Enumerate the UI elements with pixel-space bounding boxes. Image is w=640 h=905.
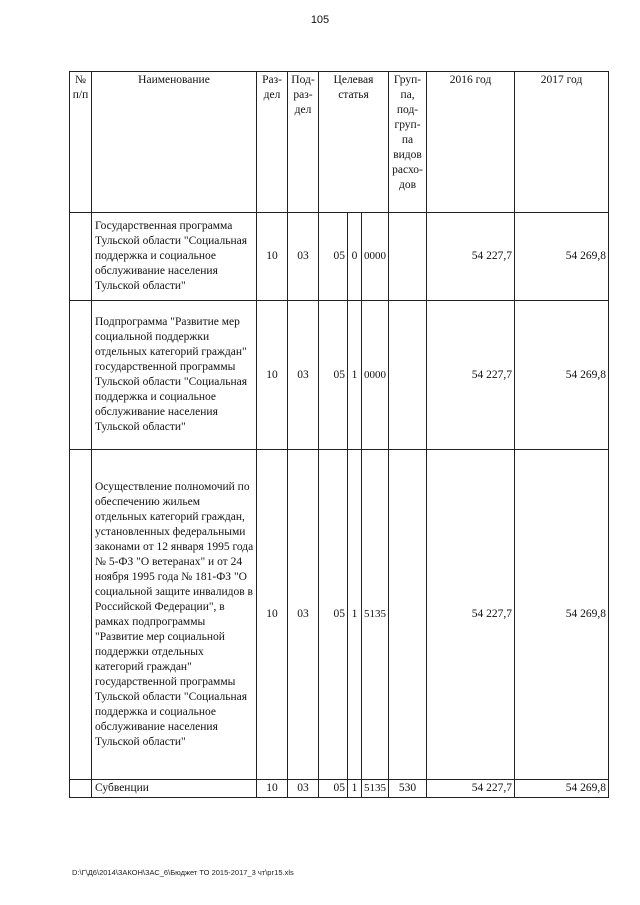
- header-name: Наименование: [92, 72, 257, 213]
- row-2017: 54 269,8: [515, 301, 609, 450]
- row-target-3: 5135: [362, 450, 389, 780]
- row-target-1: 05: [319, 213, 348, 301]
- row-target-2: 1: [348, 301, 362, 450]
- row-group: [389, 213, 427, 301]
- row-name: Осуществление полномочий по обеспечению жильем отдельных категорий граждан, установленных федеральными законами от 12 января 1995 года № 5-ФЗ "О ветеранах" и от 24 ноября 1995 года № 181-ФЗ "О социальной защите инвалидов в Российской Федерации", в рамках подпрограммы "Развитие мер социальной поддержки отдельных категорий граждан" государственной программы Тульской области "Социальная поддержка и социальное обслуживание населения Тульской области": [92, 450, 257, 780]
- page-number: 105: [310, 14, 330, 26]
- table-row: [70, 780, 609, 798]
- row-2016: 54 227,7: [427, 780, 515, 798]
- row-target-1: 05: [319, 780, 348, 798]
- table-row: [70, 213, 609, 301]
- row-razdel: 10: [257, 301, 288, 450]
- row-name: Субвенции: [92, 780, 257, 798]
- row-2017: 54 269,8: [515, 780, 609, 798]
- row-razdel: 10: [257, 780, 288, 798]
- row-target-2: 1: [348, 780, 362, 798]
- row-group: [389, 301, 427, 450]
- row-no: [70, 301, 92, 450]
- row-group: 530: [389, 780, 427, 798]
- row-target-1: 05: [319, 450, 348, 780]
- row-target-2: 1: [348, 450, 362, 780]
- header-razdel: Раз-дел: [257, 72, 288, 213]
- row-razdel: 10: [257, 213, 288, 301]
- row-target-3: 5135: [362, 780, 389, 798]
- row-target-1: 05: [319, 301, 348, 450]
- row-group: [389, 450, 427, 780]
- row-podrazdel: 03: [288, 450, 319, 780]
- header-podrazdel: Под-раз-дел: [288, 72, 319, 213]
- row-2017: 54 269,8: [515, 213, 609, 301]
- table-row: [70, 450, 609, 780]
- row-2016: 54 227,7: [427, 301, 515, 450]
- row-name: Подпрограмма "Развитие мер социальной поддержки отдельных категорий граждан" государственной программы Тульской области "Социальная поддержка и социальное обслуживание населения Тульской области": [92, 301, 257, 450]
- row-podrazdel: 03: [288, 213, 319, 301]
- header-2016: 2016 год: [427, 72, 515, 213]
- header-group: Груп-па, под-груп-па видов расхо-дов: [389, 72, 427, 213]
- header-2017: 2017 год: [515, 72, 609, 213]
- row-no: [70, 780, 92, 798]
- row-podrazdel: 03: [288, 301, 319, 450]
- header-target: Целевая статья: [319, 72, 389, 213]
- table-header-row: [70, 72, 609, 213]
- budget-table: [69, 71, 609, 798]
- row-razdel: 10: [257, 450, 288, 780]
- row-2017: 54 269,8: [515, 450, 609, 780]
- row-no: [70, 213, 92, 301]
- row-no: [70, 450, 92, 780]
- row-name: Государственная программа Тульской области "Социальная поддержка и социальное обслуживание населения Тульской области": [92, 213, 257, 301]
- row-2016: 54 227,7: [427, 213, 515, 301]
- table-row: [70, 301, 609, 450]
- file-path-footer: D:\Г\Д6\2014\ЗАКОН\ЗАС_6\Бюджет ТО 2015-2017_3 чт\рг15.xls: [72, 868, 294, 877]
- row-target-3: 0000: [362, 213, 389, 301]
- header-no: № п/п: [70, 72, 92, 213]
- row-target-3: 0000: [362, 301, 389, 450]
- row-target-2: 0: [348, 213, 362, 301]
- row-podrazdel: 03: [288, 780, 319, 798]
- row-2016: 54 227,7: [427, 450, 515, 780]
